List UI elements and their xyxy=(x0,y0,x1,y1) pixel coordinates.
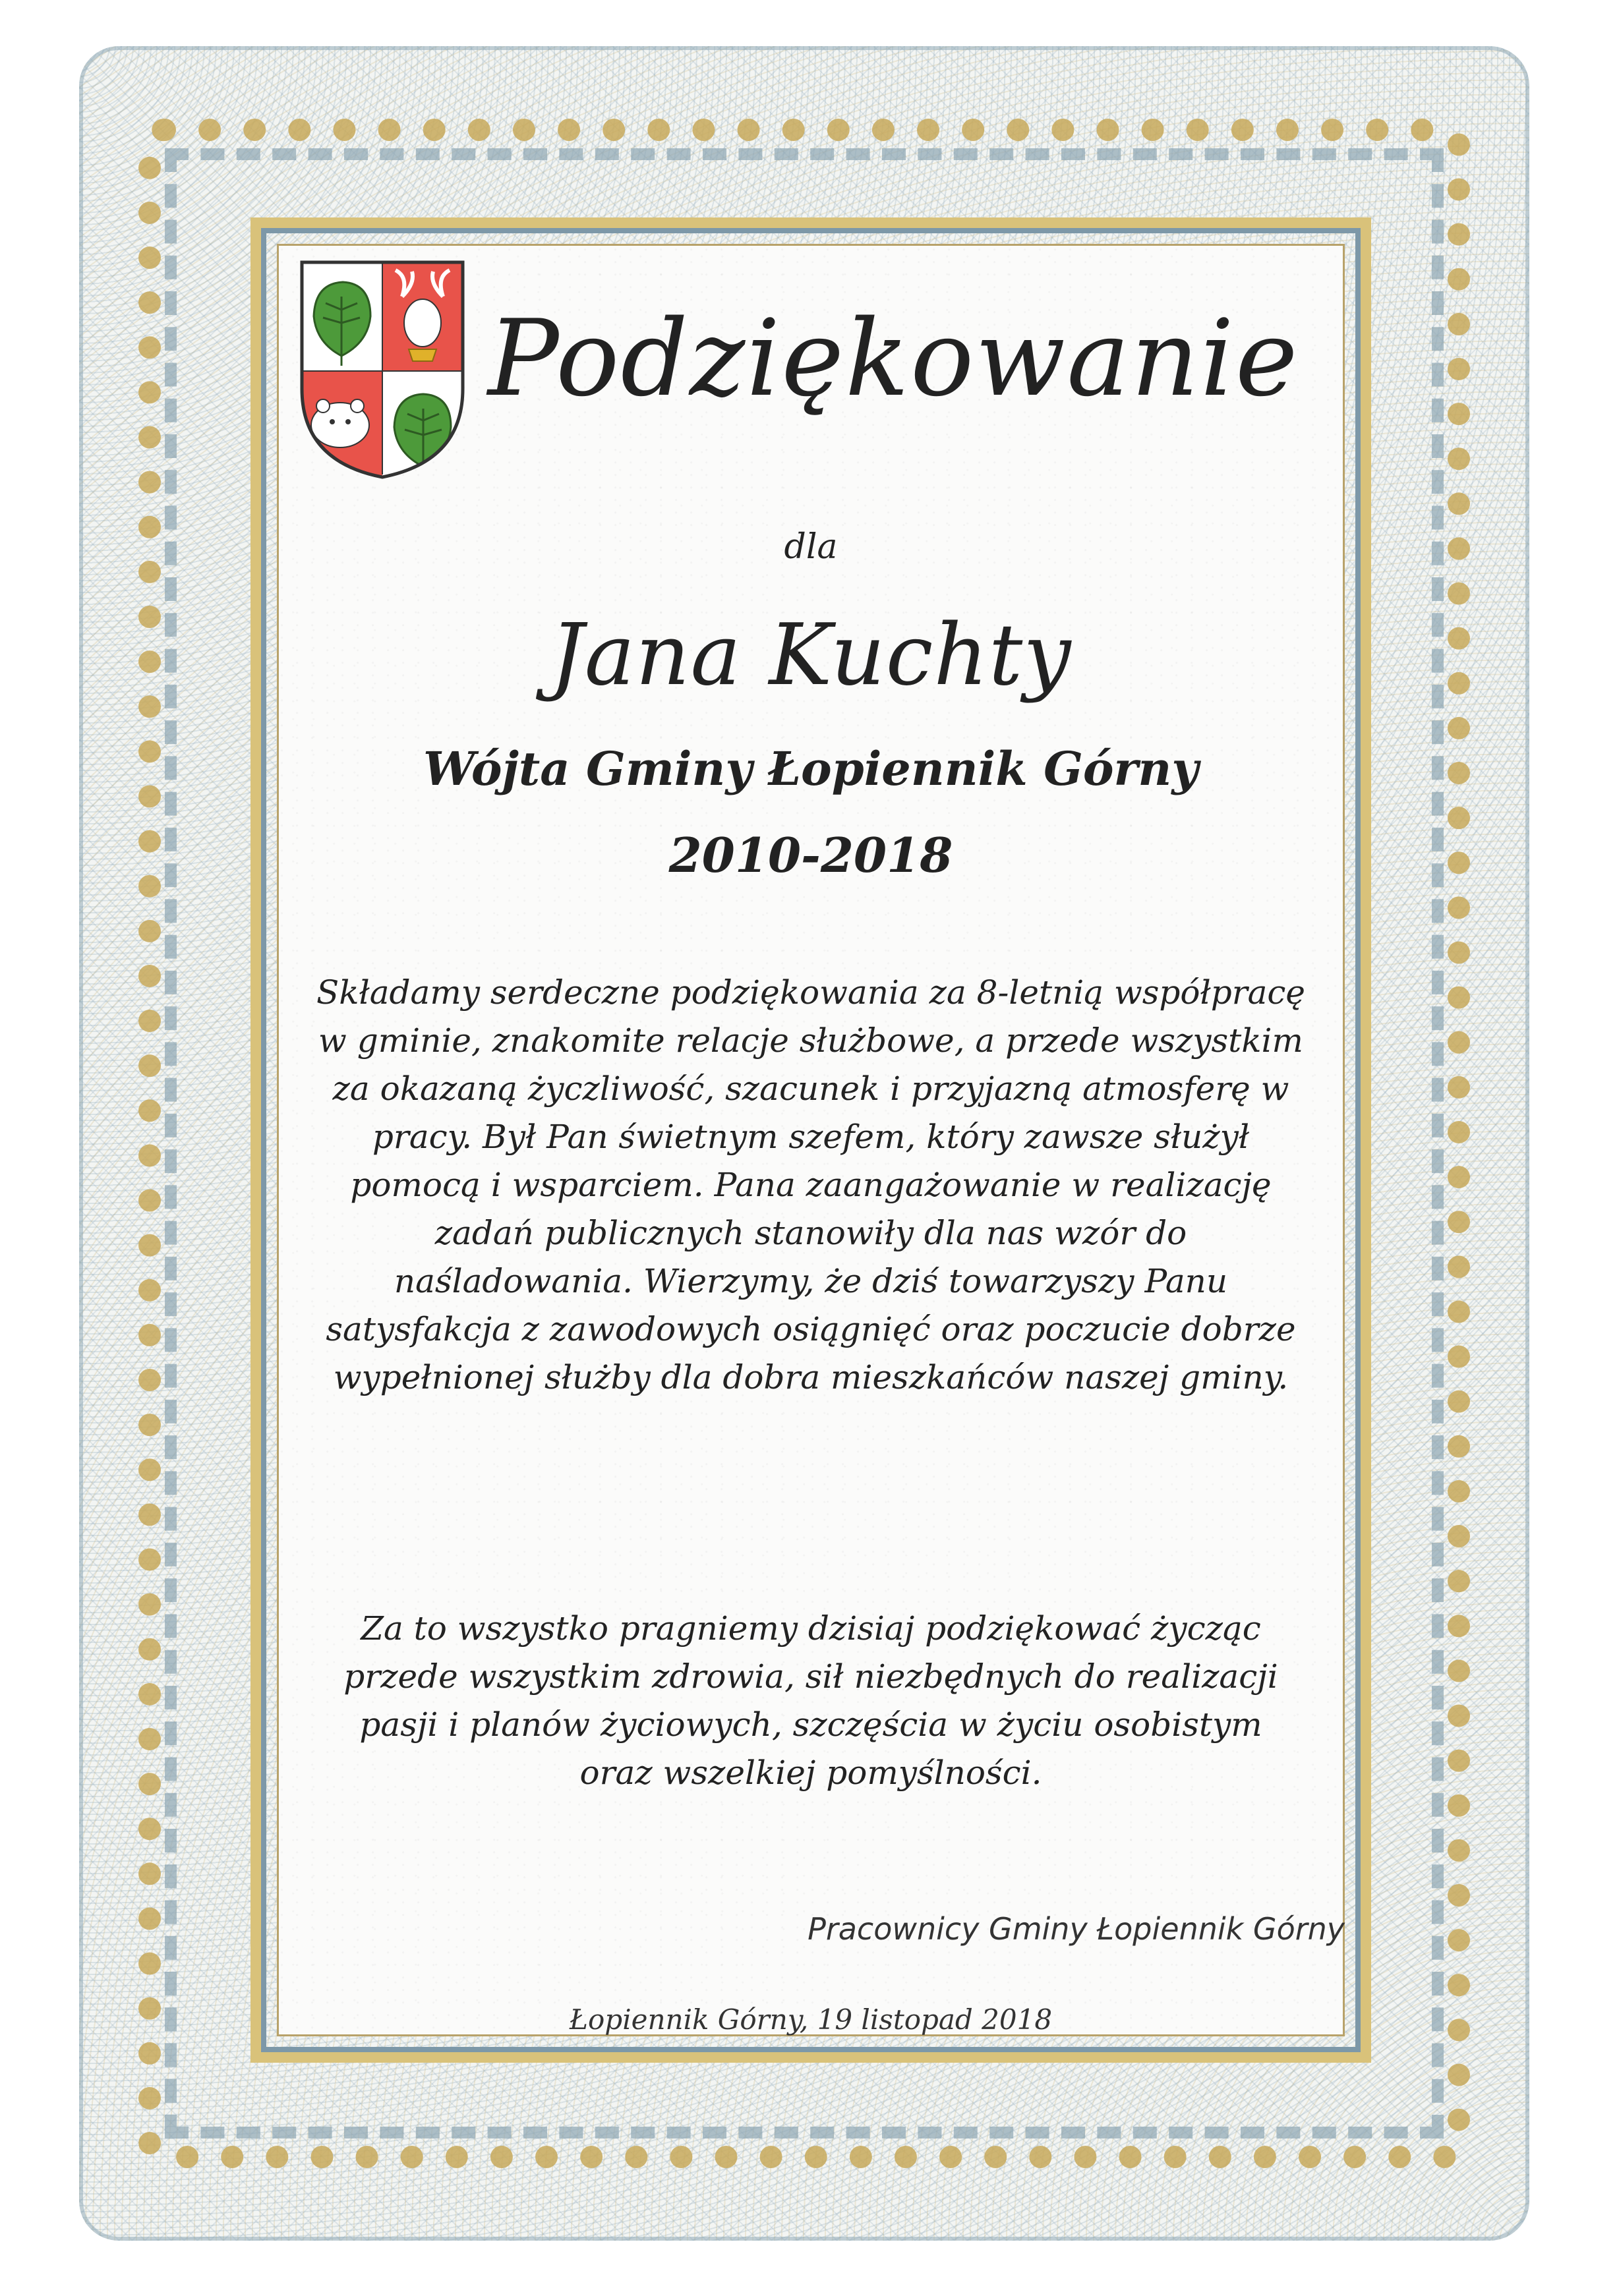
body-line: naśladowania. Wierzymy, że dziś towarzyszy Panu xyxy=(394,1262,1228,1300)
body-paragraph-2 xyxy=(297,1605,1325,1797)
coat-of-arms-icon xyxy=(297,257,468,481)
place-date: Łopiennik Górny, 19 listopad 2018 xyxy=(569,2003,1053,2036)
body-line: pasji i planów życiowych, szczęścia w życiu osobistym xyxy=(359,1706,1262,1744)
body-line: oraz wszelkiej pomyślności. xyxy=(579,1754,1042,1792)
certificate-title: Podziękowanie xyxy=(488,297,1299,420)
body-line: przede wszystkim zdrowia, sił niezbędnych do realizacji xyxy=(343,1657,1278,1696)
body-line: Za to wszystko pragniemy dzisiaj podziękować życząc xyxy=(361,1609,1261,1648)
body-line: za okazaną życzliwość, szacunek i przyjazną atmosferę w xyxy=(332,1070,1289,1108)
recipient-name: Jana Kuchty xyxy=(550,606,1072,704)
recipient-role: Wójta Gminy Łopiennik Górny xyxy=(423,741,1198,796)
body-line: pracy. Był Pan świetnym szefem, który zawsze służył xyxy=(372,1118,1250,1156)
signature: Pracownicy Gminy Łopiennik Górny xyxy=(808,1911,1345,1947)
term-years: 2010-2018 xyxy=(668,827,953,883)
body-line: pomocą i wsparciem. Pana zaangażowanie w realizację xyxy=(350,1166,1272,1204)
body-line: satysfakcja z zawodowych osiągnięć oraz poczucie dobrze xyxy=(326,1310,1296,1348)
body-line: Składamy serdeczne podziękowania za 8-letnią współpracę xyxy=(316,973,1306,1012)
body-line: w gminie, znakomite relacje służbowe, a przede wszystkim xyxy=(318,1021,1303,1060)
body-line: wypełnionej służby dla dobra mieszkańców naszej gminy. xyxy=(333,1358,1289,1396)
for-word: dla xyxy=(784,527,838,567)
body-paragraph-1 xyxy=(297,969,1325,1402)
body-line: zadań publicznych stanowiły dla nas wzór do xyxy=(434,1214,1187,1252)
